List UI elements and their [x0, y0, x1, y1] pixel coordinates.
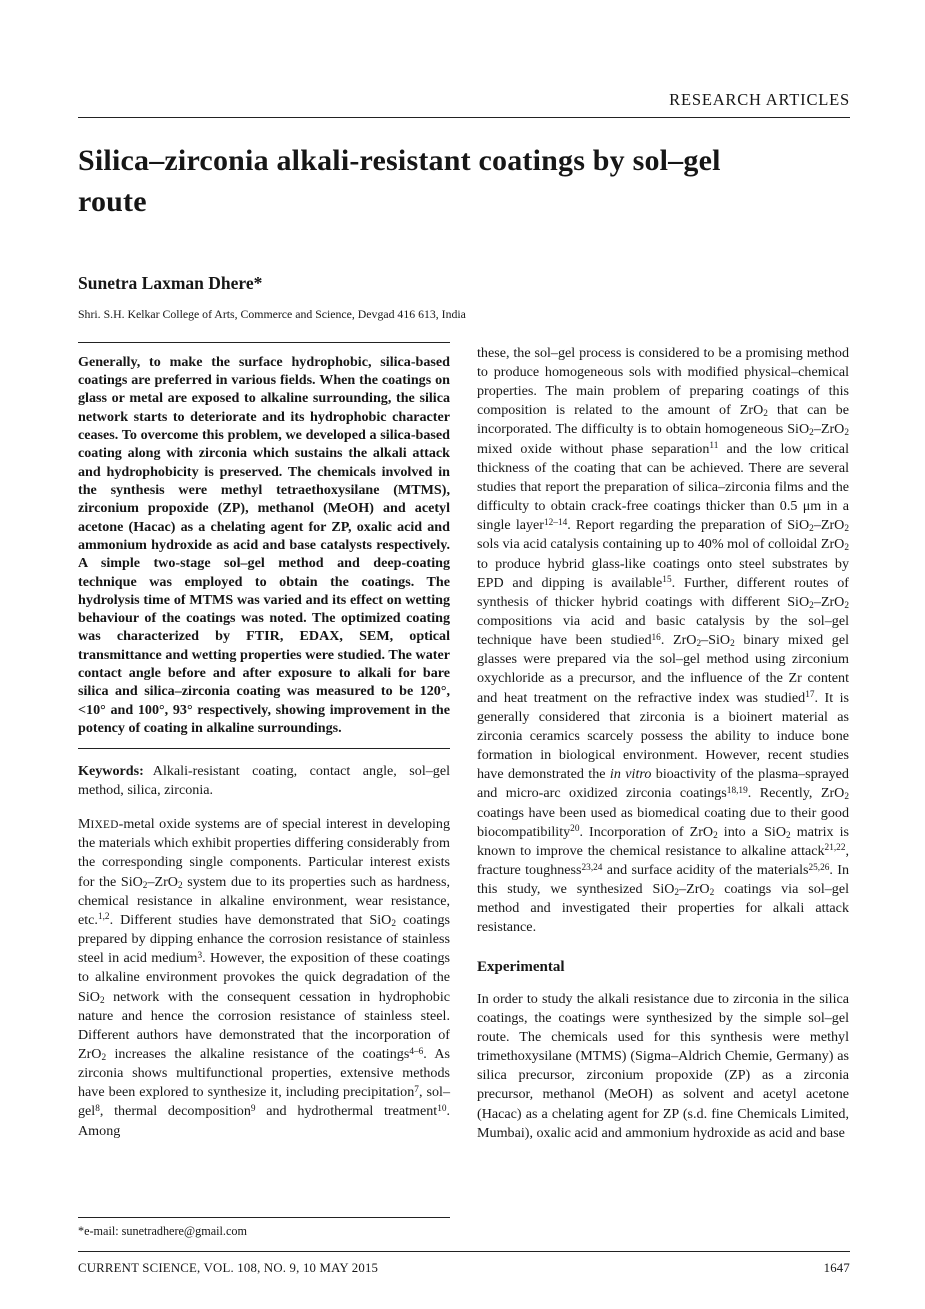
article-title: Silica–zirconia alkali-resistant coatings by sol–gel route — [78, 144, 721, 219]
section-label: RESEARCH ARTICLES — [78, 90, 850, 118]
section-heading-experimental: Experimental — [477, 958, 565, 975]
footnote-email: *e-mail: sunetradhere@gmail.com — [78, 1217, 450, 1239]
right-column — [477, 342, 849, 1239]
page-footer — [78, 1251, 850, 1276]
keywords — [78, 762, 450, 800]
two-column-body — [78, 342, 850, 1239]
body-paragraph-experimental: In order to study the alkali resistance due to zirconia in the silica coatings, the coatings were synthesized by the simple sol–gel route. The chemicals used for this synthesis were methyl trimethoxysilane (MTMS) (Sigma–Aldrich Chemie, Germany) as silica precursor, zirconium propoxide (ZP) as a zirconia precursor, methanol (MeOH) as solvent and acetyl acetone (Hacac) as a chelating agent for ZP (s.d. fine Chemicals Limited, Mumbai), oxalic acid and ammonium hydroxide as acid and base — [477, 990, 849, 1141]
keywords-text: Alkali-resistant coating, contact angle, sol–gel method, silica, zirconia. — [78, 763, 450, 799]
body-paragraph-continued: these, the sol–gel process is considered to be a promising method to produce homogeneous sols with modified physical–chemical properties. The main problem of preparing coatings of this composition is related to the amount of ZrO$_2$ that can be incorporated. The difficulty is to obtain homogeneous SiO$_2$–ZrO$_2$ mixed oxide without phase separation$^{11}$ and the low critical thickness of the coating that can be achieved. There are several studies that report the preparation of silica–zirconia films and the difficulty to obtain crack-free coatings thicker than 0.5 μm in a single layer$^{12-14}$. Report regarding the preparation of SiO$_2$–ZrO$_2$ sols via acid catalysis containing up to 40% mol of colloidal ZrO$_2$ to produce hybrid glass-like coatings onto steel substrates by EPD and dipping is available$^{15}$. Further, different routes of synthesis of thicker hybrid coatings with different SiO$_2$–ZrO$_2$ compositions via acid and basic catalysis by the sol–gel technique have been studied$^{16}$. ZrO$_2$–SiO$_2$ binary mixed gel glasses were prepared via the sol–gel method using zirconium oxychloride as a precursor, and the influence of the Zr content and heat treatment on the refractive index was studied$^{17}$. It is generally considered that zirconia is a bioinert material as zirconia ceramics scarcely possess the ability to induce bone formation in biological environment. However, recent studies have demonstrated the in vitro bioactivity of the plasma–sprayed and micro-arc oxidized zirconia coatings$^{18,19}$. Recently, ZrO$_2$ coatings have been used as biomedical coating due to their good biocompatibility$^{20}$. Incorporation of ZrO$_2$ into a SiO$_2$ matrix is known to improve the chemical resistance to alkaline attack$^{21,22}$, fracture toughness$^{23,24}$ and surface acidity of the materials$^{25,26}$. In this study, we synthesized SiO$_2$–ZrO$_2$ coatings via sol–gel method and investigated their properties for alkali attack resistance. — [477, 344, 849, 936]
author-affiliation: Shri. S.H. Kelkar College of Arts, Commerce and Science, Devgad 416 613, India — [78, 306, 466, 321]
left-column — [78, 342, 450, 1239]
abstract: Generally, to make the surface hydrophobic, silica-based coatings are preferred in various fields. When the coatings on glass or metal are exposed to alkaline surrounding, the silica network starts to deteriorate and its hydrophobic character ceases. To overcome this problem, we developed a silica-based coating along with zirconia which sustains the alkali attack and hydrophobicity is preserved. The chemicals involved in the synthesis were methyl tetraethoxysilane (MTMS), zirconium propoxide (ZP), methanol (MeOH) and acetyl acetone (Hacac) as a chelating agent for ZP, oxalic acid and ammonium hydroxide as acid and base catalysts respectively. A simple two-stage sol–gel method and deep-coating technique was employed to obtain the coatings. The hydrolysis time of MTMS was varied and its effect on wetting behaviour of the coatings was noted. The optimized coating was characterized by FTIR, EDAX, SEM, optical transmittance and wetting properties were studied. The water contact angle before and after exposure to alkali for bare silica and silica–zirconia coating was measured to be 120°, <10° and 100°, 93° respectively, showing improvement in the potency of coating in alkaline surroundings. — [78, 342, 450, 750]
page-number: 1647 — [823, 1260, 850, 1275]
journal-citation: CURRENT SCIENCE, VOL. 108, NO. 9, 10 MAY 2015 — [78, 1260, 379, 1275]
body-paragraph-intro: MIXED-metal oxide systems are of special interest in developing the materials which exhibit properties differing considerably from the corresponding single components. Particular interest exists for the SiO$_2$–ZrO$_2$ system due to its properties such as hardness, chemical resistance in alkaline environment, wear resistance, etc.$^{1,2}$. Different studies have demonstrated that SiO$_2$ coatings prepared by dipping enhance the corrosion resistance of stainless steel in acid medium$^3$. However, the exposition of these coatings to alkaline environment provokes the quick degradation of the SiO$_2$ network with the consequent cessation in hydrophobic nature and hence the corrosion resistance of stainless steel. Different authors have demonstrated that the incorporation of ZrO$_2$ increases the alkaline resistance of the coatings$^{4-6}$. As zirconia shows multifunctional properties, extensive methods have been explored to synthesize it, including precipitation$^7$, sol–gel$^8$, thermal decomposition$^9$ and hydrothermal treatment$^{10}$. Among — [78, 816, 451, 1139]
author-name: Sunetra Laxman Dhere* — [78, 272, 263, 293]
keywords-label: Keywords: — [78, 763, 144, 780]
